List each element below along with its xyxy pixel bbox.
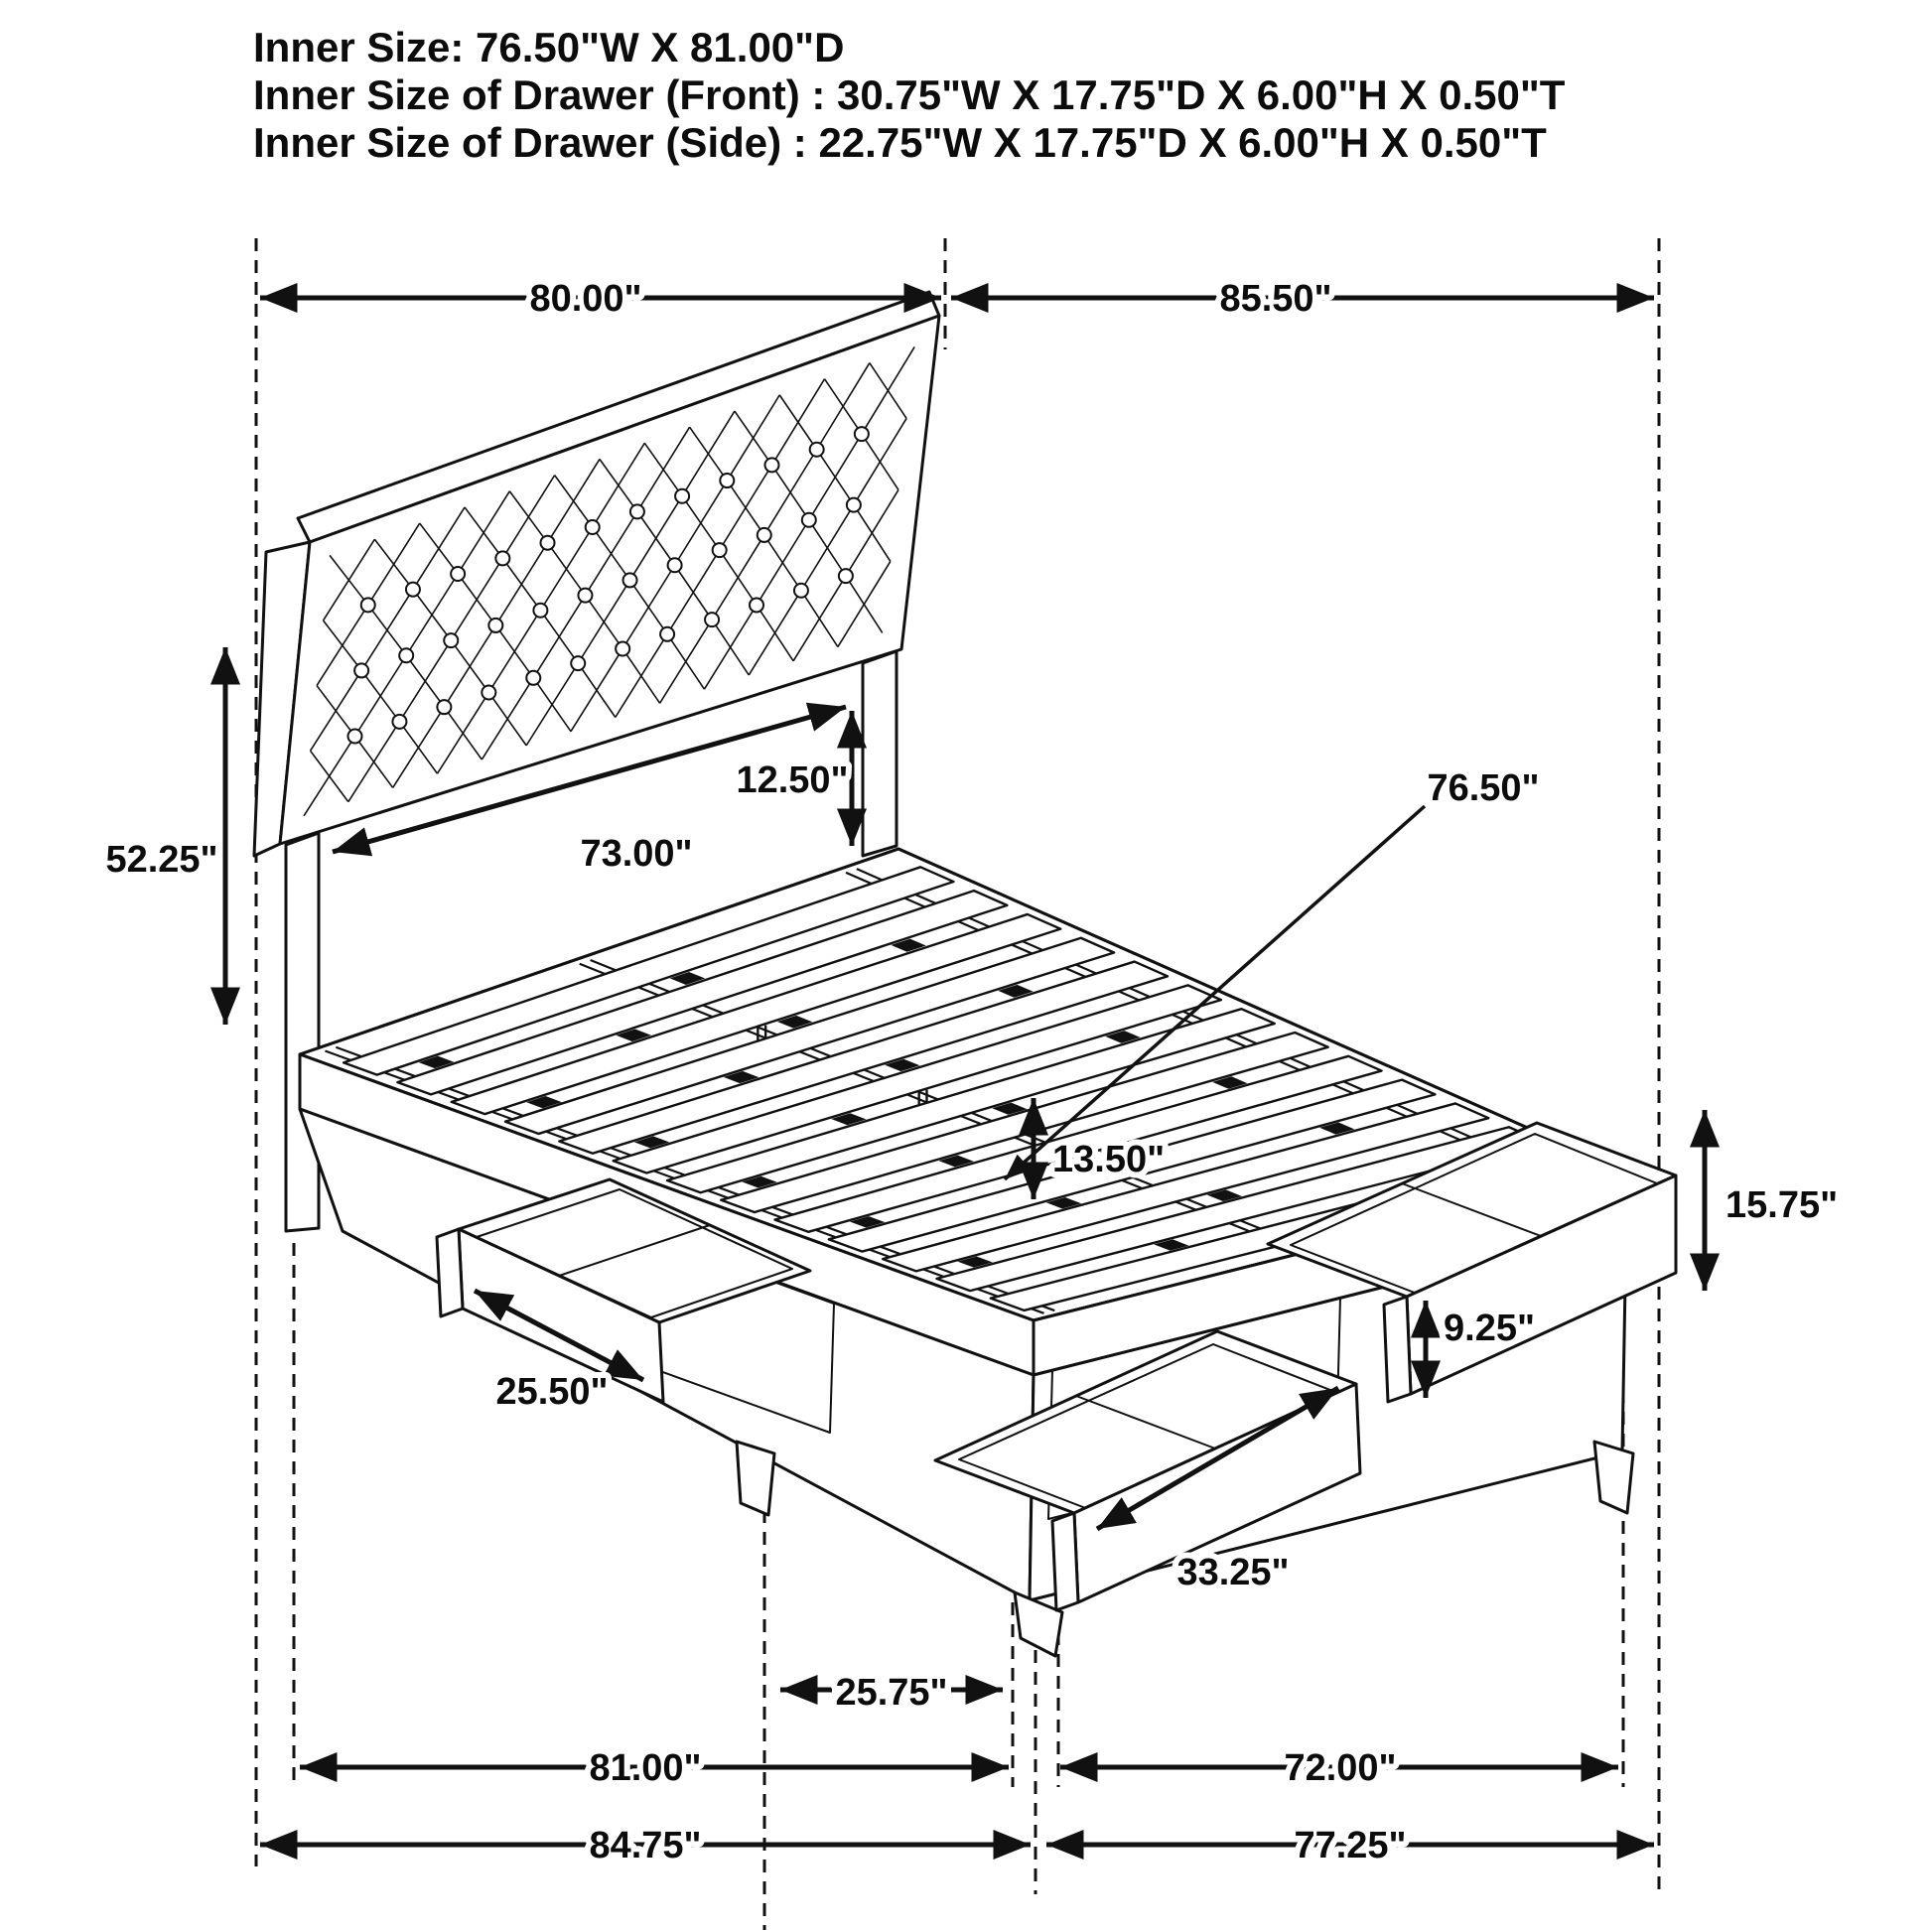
inner-size-line: Inner Size: 76.50"W X 81.00"D	[253, 24, 845, 70]
dim-base-height: 15.75"	[1725, 1184, 1839, 1226]
dim-side-drawer-width: 25.50"	[495, 1371, 609, 1413]
dim-platform-height: 13.50"	[1052, 1139, 1166, 1180]
headboard-right-leg	[863, 651, 897, 856]
dim-front-drawer-width: 33.25"	[1176, 1552, 1290, 1593]
headboard-left-leg	[286, 833, 319, 1231]
dim-inner-depth: 81.00"	[589, 1747, 702, 1789]
dim-drawer-face-height: 9.25"	[1444, 1308, 1535, 1349]
dim-side-span: 77.25"	[1294, 1825, 1407, 1866]
dim-overall-length: 85.50"	[1219, 278, 1332, 320]
dim-slat-area-width: 76.50"	[1427, 767, 1540, 809]
dim-headboard-panel-width: 73.00"	[580, 833, 693, 875]
dim-headboard-width: 80.00"	[529, 278, 642, 320]
drawer-side-size-line: Inner Size of Drawer (Side) : 22.75"W X 17.75"D X 6.00"H X 0.50"T	[253, 119, 1547, 166]
drawer-front-size-line: Inner Size of Drawer (Front) : 30.75"W X 17.75"D X 6.00"H X 0.50"T	[253, 71, 1566, 118]
dim-leg-offset: 25.75"	[835, 1672, 948, 1714]
dim-overall-depth: 84.75"	[589, 1825, 702, 1866]
dim-headboard-panel-drop: 12.50"	[736, 759, 849, 801]
dim-headboard-height: 52.25"	[105, 839, 218, 881]
title-block	[253, 24, 1566, 166]
leg	[737, 1442, 774, 1515]
leg	[1594, 1442, 1633, 1513]
dim-footboard-span: 72.00"	[1284, 1747, 1397, 1789]
